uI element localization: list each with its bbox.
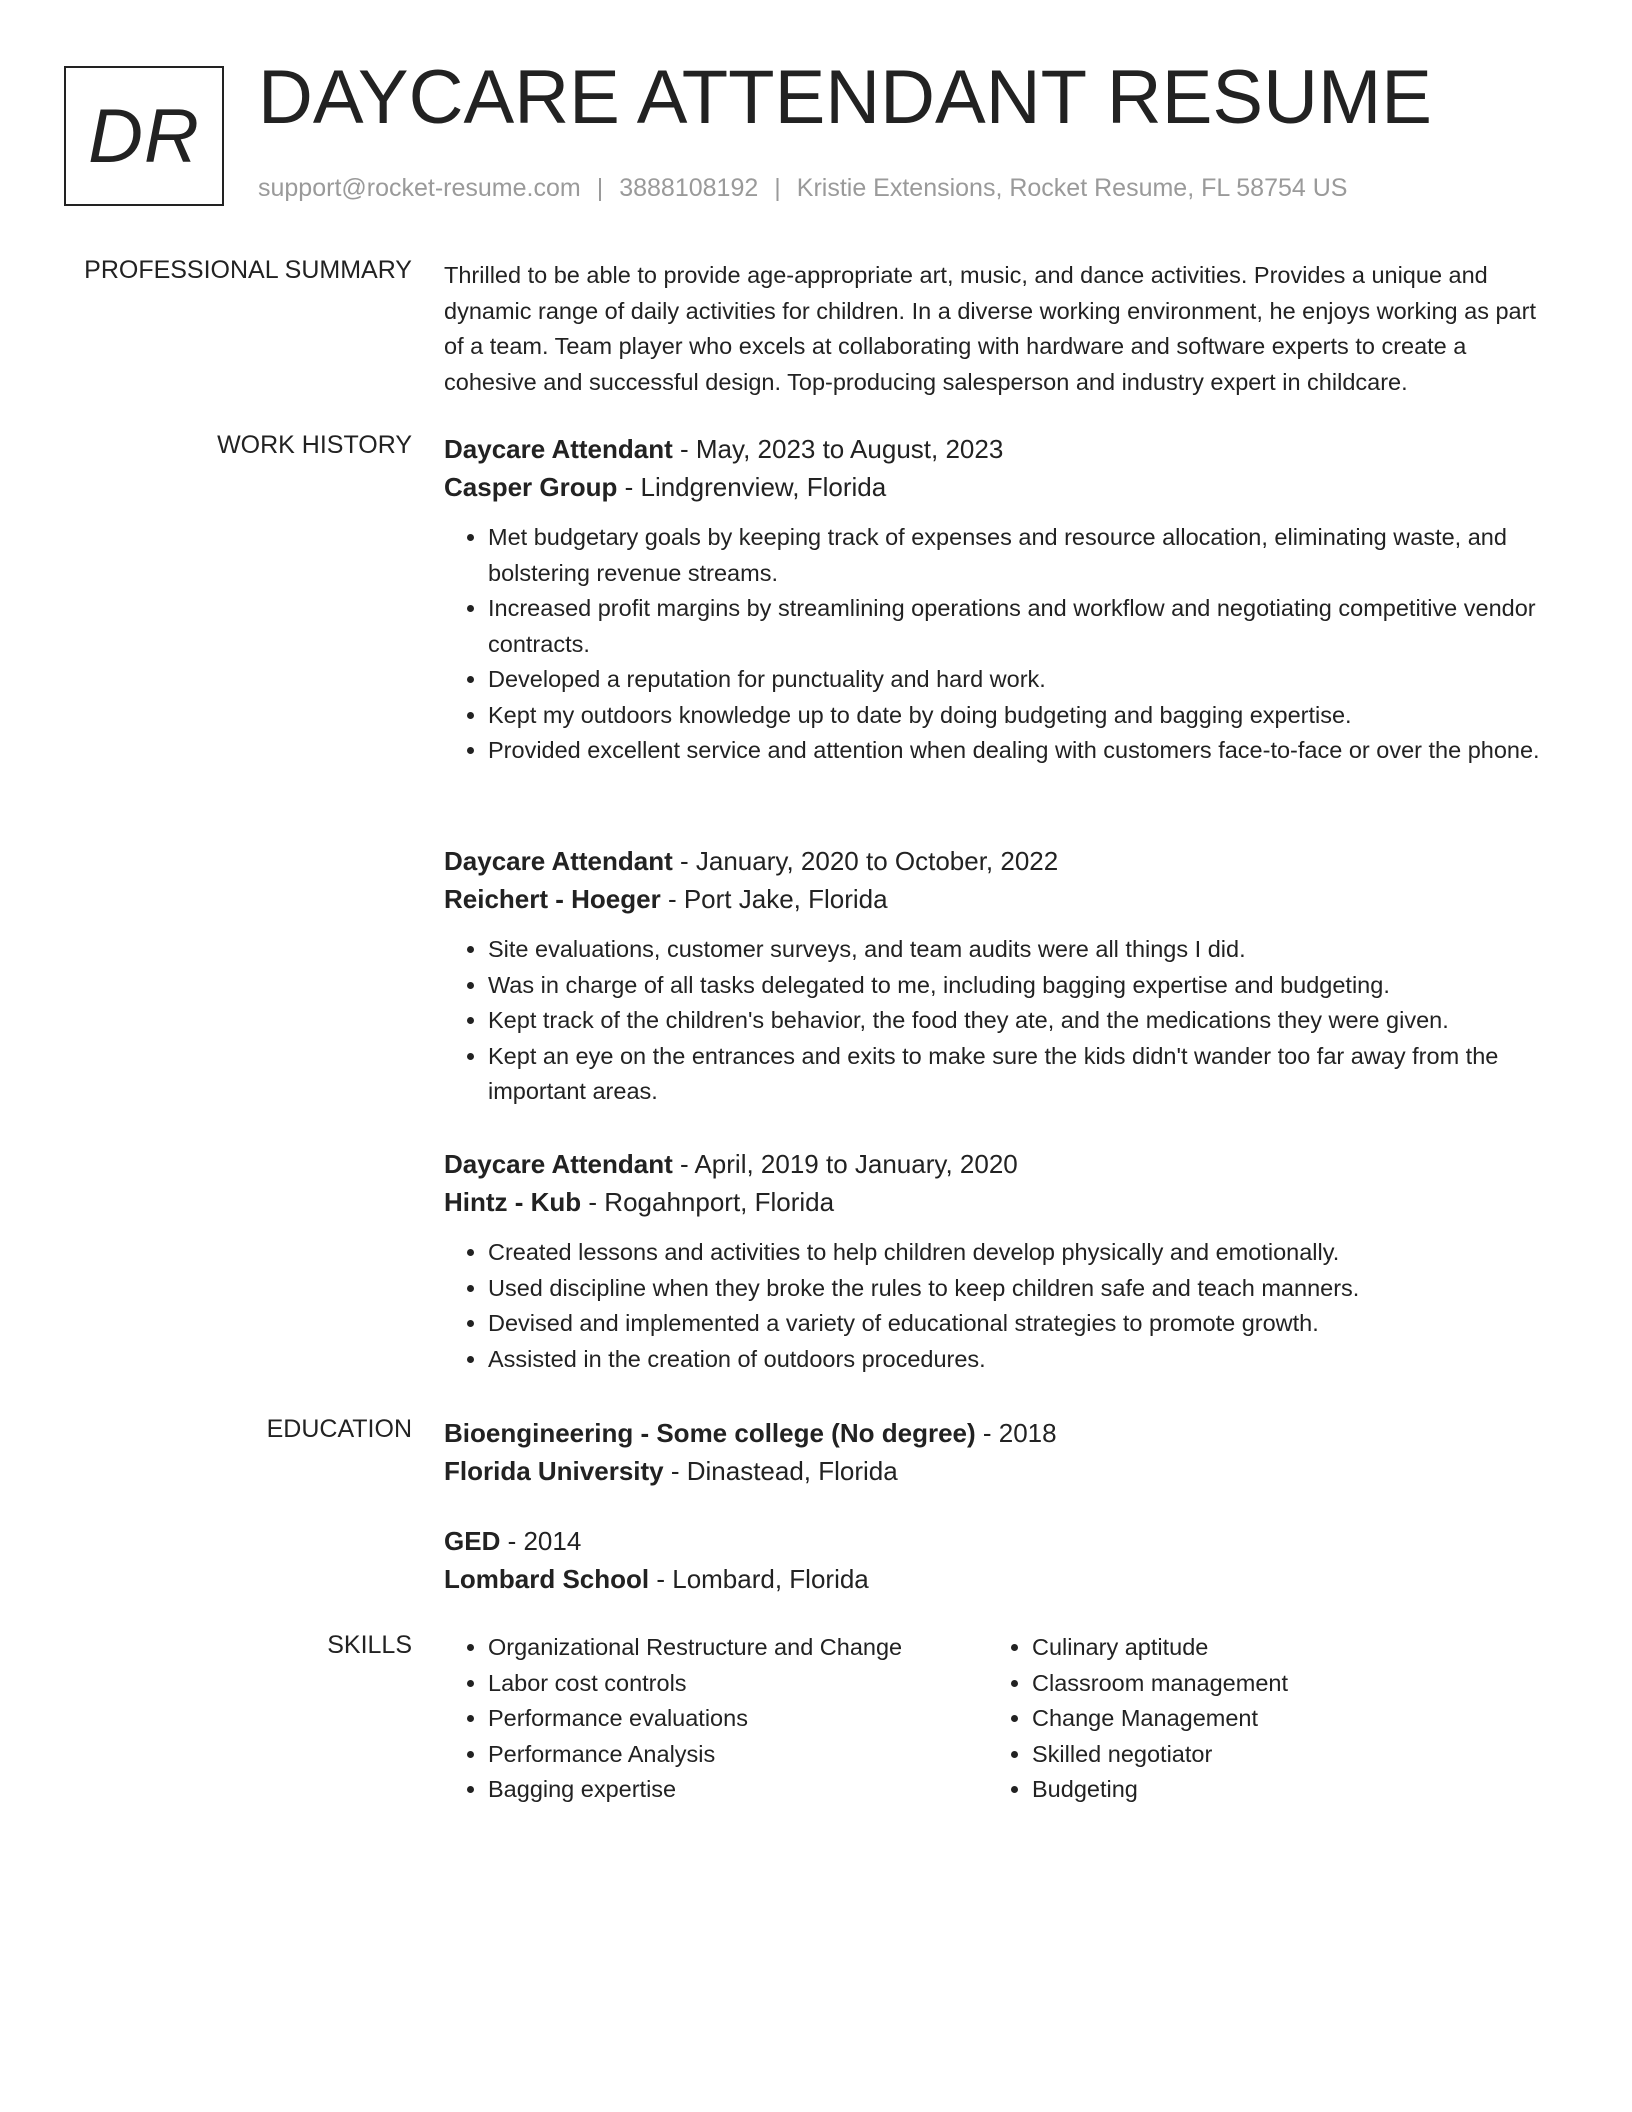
contact-separator: | <box>774 174 781 202</box>
job-duty: • Kept my outdoors knowledge up to date by doing budgeting and bagging expertise. <box>488 698 1556 734</box>
education-degree: Bioengineering - Some college (No degree) <box>444 1418 976 1448</box>
job-location: - Lindgrenview, Florida <box>617 472 887 502</box>
skill-item: • Change Management <box>1032 1701 1452 1737</box>
education-degree-line <box>444 1414 1556 1452</box>
job-company-line <box>444 1183 1556 1221</box>
job-company-line <box>444 880 1556 918</box>
job-title-line <box>444 1145 1556 1183</box>
education-school-line <box>444 1560 1556 1598</box>
job-duty: • Was in charge of all tasks delegated to me, including bagging expertise and budgeting. <box>488 968 1556 1004</box>
resume-title: DAYCARE ATTENDANT RESUME <box>258 55 1432 140</box>
job-title-line <box>444 842 1556 880</box>
job-dates: - January, 2020 to October, 2022 <box>672 846 1059 876</box>
job-entry <box>444 430 1556 769</box>
job-duty: • Created lessons and activities to help children develop physically and emotionally. <box>488 1235 1556 1271</box>
monogram-text: DR <box>88 93 200 179</box>
skill-item: • Classroom management <box>1032 1666 1452 1702</box>
summary-text: Thrilled to be able to provide age-appropriate art, music, and dance activities. Provides a unique and dynamic range of daily activities for children. In a diverse working environment, he enjoys working as part of a team. Team player who excels at collaborating with hardware and software experts to create a cohesive and successful design. Top-producing salesperson and industry expert in childcare. <box>444 262 1536 395</box>
job-duties-list <box>444 520 1556 769</box>
job-duty: • Provided excellent service and attention when dealing with customers face-to-face or over the phone. <box>488 733 1556 769</box>
education-degree-line <box>444 1522 1556 1560</box>
education-year: - 2014 <box>500 1526 582 1556</box>
job-title: Daycare Attendant <box>444 434 673 464</box>
monogram-logo <box>64 66 224 206</box>
education-school: Lombard School <box>444 1564 650 1594</box>
education-location: - Dinastead, Florida <box>663 1456 898 1486</box>
contact-line <box>258 174 1347 203</box>
job-duty: • Site evaluations, customer surveys, and team audits were all things I did. <box>488 932 1556 968</box>
skill-item: • Budgeting <box>1032 1772 1452 1808</box>
job-company: Casper Group <box>444 472 618 502</box>
education-location: - Lombard, Florida <box>649 1564 869 1594</box>
job-title: Daycare Attendant <box>444 846 673 876</box>
job-company: Hintz - Kub <box>444 1187 582 1217</box>
skills-block <box>444 1630 1556 1808</box>
job-duty: • Developed a reputation for punctuality and hard work. <box>488 662 1556 698</box>
skills-columns <box>444 1630 1556 1808</box>
job-duty: • Used discipline when they broke the rules to keep children safe and teach manners. <box>488 1271 1556 1307</box>
education-school-line <box>444 1452 1556 1490</box>
section-label-work-history: WORK HISTORY <box>217 431 412 459</box>
skill-item: • Labor cost controls <box>488 1666 988 1702</box>
job-dates: - May, 2023 to August, 2023 <box>672 434 1004 464</box>
job-duty: • Kept track of the children's behavior, the food they ate, and the medications they were given. <box>488 1003 1556 1039</box>
job-entry <box>444 842 1556 1110</box>
job-title: Daycare Attendant <box>444 1149 673 1179</box>
job-location: - Rogahnport, Florida <box>581 1187 835 1217</box>
skill-item: • Culinary aptitude <box>1032 1630 1452 1666</box>
skill-item: • Skilled negotiator <box>1032 1737 1452 1773</box>
job-dates: - April, 2019 to January, 2020 <box>672 1149 1018 1179</box>
education-year: - 2018 <box>975 1418 1057 1448</box>
job-duties-list <box>444 932 1556 1110</box>
contact-email[interactable]: support@rocket-resume.com <box>258 174 581 202</box>
skills-list-right <box>988 1630 1452 1808</box>
job-duty: • Assisted in the creation of outdoors procedures. <box>488 1342 1556 1378</box>
job-location: - Port Jake, Florida <box>660 884 888 914</box>
job-duty: • Devised and implemented a variety of educational strategies to promote growth. <box>488 1306 1556 1342</box>
section-label-education: EDUCATION <box>266 1415 412 1443</box>
job-duties-list <box>444 1235 1556 1377</box>
education-entry <box>444 1414 1556 1490</box>
skill-item: • Bagging expertise <box>488 1772 988 1808</box>
job-duty: • Kept an eye on the entrances and exits to make sure the kids didn't wander too far away from the important areas. <box>488 1039 1556 1110</box>
contact-address: Kristie Extensions, Rocket Resume, FL 58754 US <box>796 174 1348 202</box>
job-duty: • Increased profit margins by streamlining operations and workflow and negotiating competitive vendor contracts. <box>488 591 1556 662</box>
skill-item: • Performance evaluations <box>488 1701 988 1737</box>
education-degree: GED <box>444 1526 501 1556</box>
job-company: Reichert - Hoeger <box>444 884 661 914</box>
job-duty: • Met budgetary goals by keeping track of expenses and resource allocation, eliminating waste, and bolstering revenue streams. <box>488 520 1556 591</box>
skill-item: • Performance Analysis <box>488 1737 988 1773</box>
section-label-summary: PROFESSIONAL SUMMARY <box>84 256 412 284</box>
skills-list-left <box>444 1630 988 1808</box>
education-school: Florida University <box>444 1456 664 1486</box>
section-label-skills: SKILLS <box>327 1631 412 1659</box>
skill-item: • Organizational Restructure and Change <box>488 1630 988 1666</box>
contact-separator: | <box>596 174 604 202</box>
contact-phone[interactable]: 3888108192 <box>619 174 759 202</box>
education-entry <box>444 1522 1556 1598</box>
job-title-line <box>444 430 1556 468</box>
job-company-line <box>444 468 1556 506</box>
job-entry <box>444 1145 1556 1377</box>
